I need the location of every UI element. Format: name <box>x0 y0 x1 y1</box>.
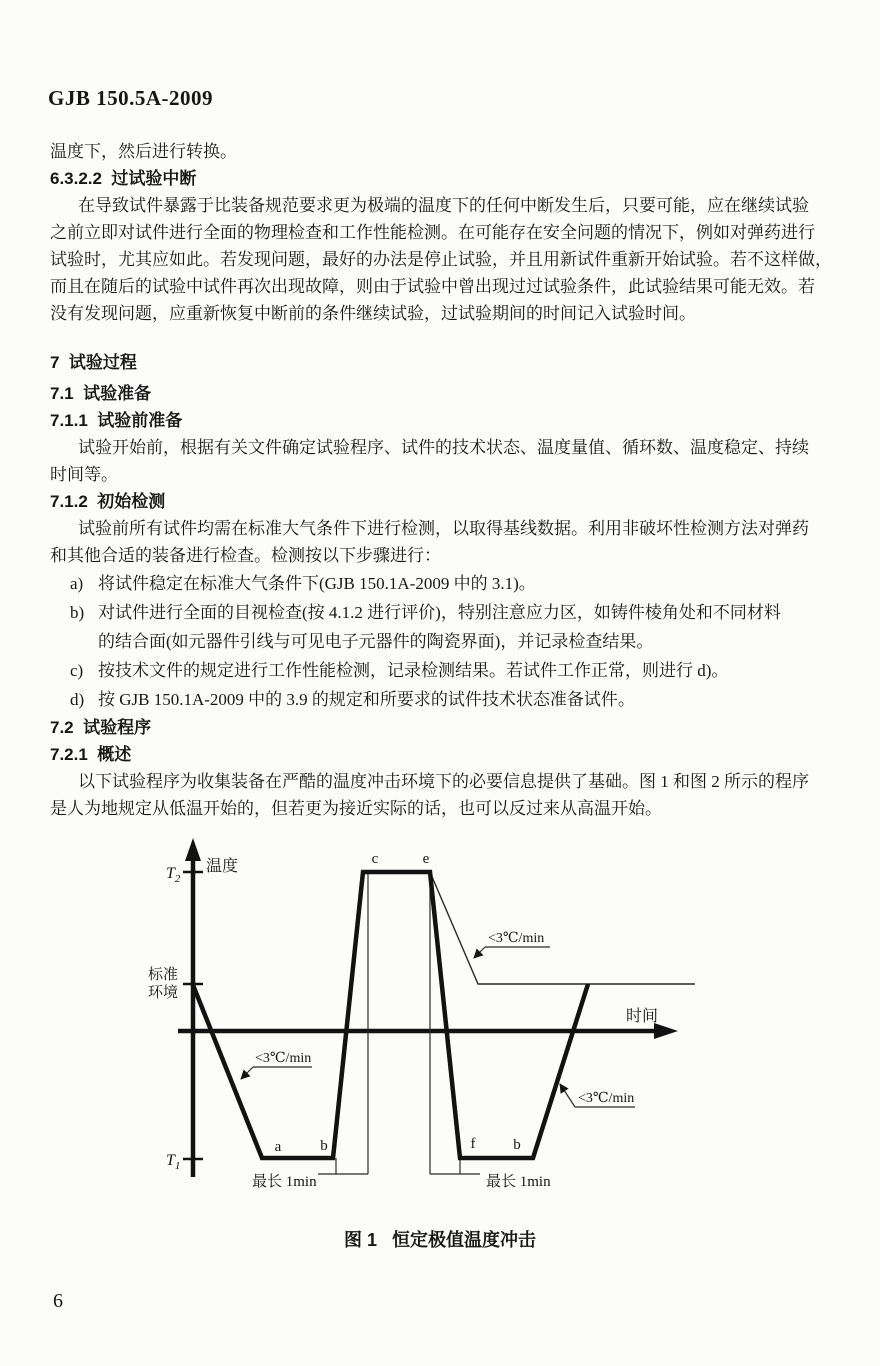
std-env-label-line2: 环境 <box>147 985 179 1001</box>
text-line: 在导致试件暴露于比装备规范要求更为极端的温度下的任何中断发生后，只要可能，应在继续试验 <box>78 196 809 215</box>
rate-label-2: <3℃/min <box>488 931 545 946</box>
page-number: 6 <box>53 1290 63 1312</box>
standard-number-header: GJB 150.5A-2009 <box>48 86 213 110</box>
point-a-label: a <box>274 1139 282 1155</box>
text-line: 以下试验程序为收集装备在严酷的温度冲击环境下的必要信息提供了基础。图 1 和图 2 所示的程序 <box>78 772 809 791</box>
t2-label: $T_2$ <box>166 865 181 885</box>
ordered-list <box>50 569 842 714</box>
text-line: 的结合面(如元器件引线与可见电子元器件的陶瓷界面)，并记录检查结果。 <box>98 632 654 651</box>
std-env-label-line1: 标准 <box>147 967 179 983</box>
text-line: 试验开始前，根据有关文件确定试验程序、试件的技术状态、温度量值、循环数、温度稳定、持续 <box>78 438 809 457</box>
ambient-return-line <box>430 872 695 984</box>
point-e-label: e <box>422 851 430 867</box>
text-line: 按 GJB 150.1A-2009 中的 3.9 的规定和所要求的试件技术状态准备试件。 <box>98 690 635 709</box>
y-axis-arrow-icon <box>185 838 201 861</box>
text-line: 之前立即对试件进行全面的物理检查和工作性能检测。在可能存在安全问题的情况下，例如对弹药进行 <box>50 223 815 242</box>
section-heading-7-2: 7.2 试验程序 <box>50 718 152 737</box>
text-line: 而且在随后的试验中试件再次出现故障，则由于试验中曾出现过过试验条件，此试验结果可能无效。若 <box>50 277 815 296</box>
text-line: 对试件进行全面的目视检查(按 4.1.2 进行评价)，特别注意应力区，如铸件棱角处和不同材料 <box>98 603 781 622</box>
point-f-label: f <box>470 1136 476 1152</box>
list-item-label: a) <box>70 574 84 593</box>
section-heading-7-2-1: 7.2.1 概述 <box>50 745 132 764</box>
list-item-d <box>50 685 842 714</box>
rate-label-1: <3℃/min <box>255 1051 312 1066</box>
temperature-profile-line <box>193 872 588 1158</box>
rate-label-3: <3℃/min <box>578 1091 635 1106</box>
document-body <box>50 138 842 822</box>
list-item-a <box>50 569 842 598</box>
list-item-c <box>50 656 842 685</box>
paragraph-6-3-2-2 <box>50 192 842 327</box>
transfer-time-label-2: 最长 1min <box>486 1174 551 1190</box>
text-line: 和其他合适的装备进行检查。检测按以下步骤进行： <box>50 546 441 565</box>
paragraph-7-1-2 <box>50 515 842 569</box>
list-item-label: d) <box>70 690 85 709</box>
point-b1-label: b <box>320 1138 328 1154</box>
list-item-label: b) <box>70 603 85 622</box>
point-c-label: c <box>371 851 379 867</box>
text-line: 时间等。 <box>50 465 118 484</box>
temperature-shock-diagram <box>130 833 750 1215</box>
figure-caption: 图 1 恒定极值温度冲击 <box>343 1230 536 1250</box>
transfer-time-label-1: 最长 1min <box>252 1174 317 1190</box>
section-heading-6-3-2-2: 6.3.2.2 过试验中断 <box>50 169 197 188</box>
rate-callout-3-arrow-icon <box>560 1084 575 1107</box>
x-axis-arrow-icon <box>654 1023 678 1039</box>
list-item-label: c) <box>70 661 84 680</box>
section-heading-7-1-1: 7.1.1 试验前准备 <box>50 411 183 430</box>
t1-label: $T_1$ <box>166 1152 181 1172</box>
point-b2-label: b <box>513 1137 521 1153</box>
text-line: 是人为地规定从低温开始的，但若更为接近实际的话，也可以反过来从高温开始。 <box>50 799 662 818</box>
text-line: 将试件稳定在标准大气条件下(GJB 150.1A-2009 中的 3.1)。 <box>98 574 536 593</box>
section-heading-7-1-2: 7.1.2 初始检测 <box>50 492 166 511</box>
y-axis-label: 温度 <box>206 858 239 875</box>
section-heading-7-1: 7.1 试验准备 <box>50 384 152 403</box>
list-item-b <box>50 598 842 656</box>
rate-callout-1-arrow-icon <box>241 1067 253 1079</box>
paragraph-7-1-1 <box>50 434 842 488</box>
paragraph-7-2-1 <box>50 768 842 822</box>
x-axis-label: 时间 <box>626 1008 659 1025</box>
text-line: 试验时，尤其应如此。若发现问题，最好的办法是停止试验，并且用新试件重新开始试验。若不这样做， <box>50 250 832 269</box>
figure-1 <box>130 833 750 1215</box>
section-heading-7: 7 试验过程 <box>50 353 137 372</box>
text-line: 没有发现问题，应重新恢复中断前的条件继续试验，过试验期间的时间记入试验时间。 <box>50 304 696 323</box>
text-line: 按技术文件的规定进行工作性能检测，记录检测结果。若试件工作正常，则进行 d)。 <box>98 661 729 680</box>
text-line: 试验前所有试件均需在标准大气条件下进行检测，以取得基线数据。利用非破坏性检测方法对弹药 <box>78 519 809 538</box>
rate-callout-2-arrow-icon <box>474 947 485 958</box>
text-line: 温度下，然后进行转换。 <box>50 142 237 161</box>
